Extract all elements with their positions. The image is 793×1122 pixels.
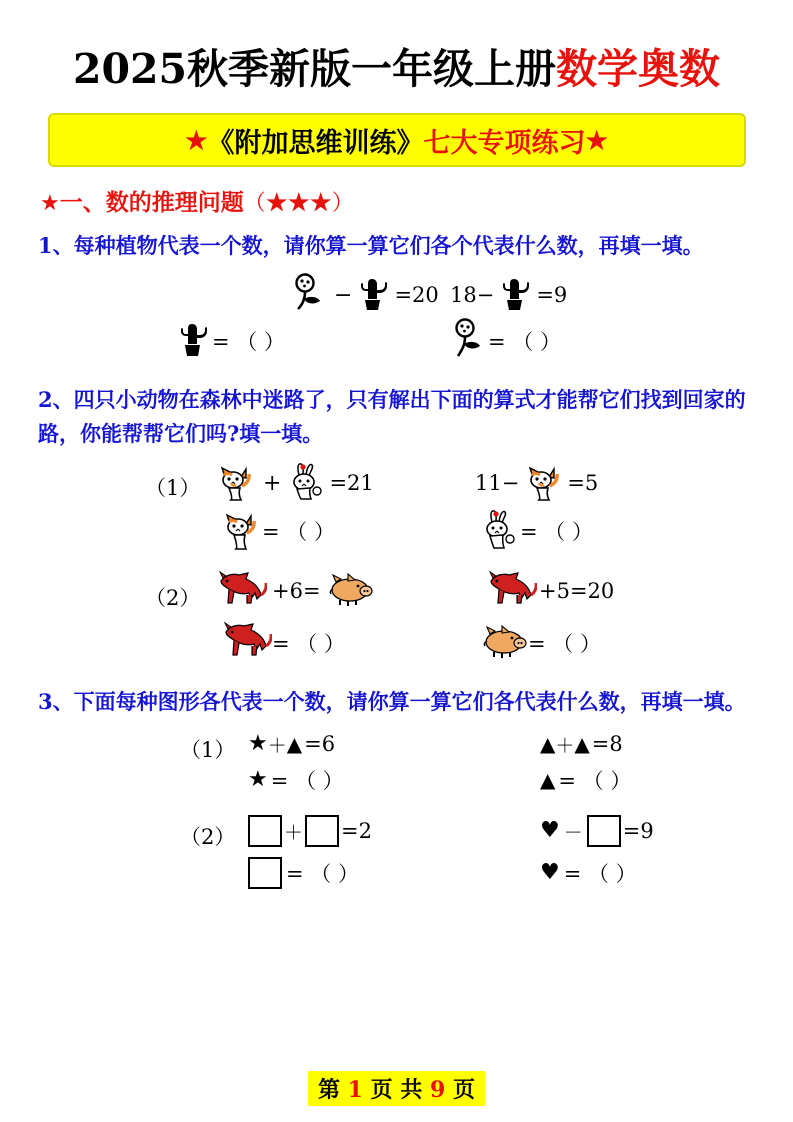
banner-title-red: 七大专项练习 [423,127,586,159]
star-shape-icon: ★ [248,767,268,792]
square-shape-icon [305,815,339,847]
q3-sub2-label: （2） [180,825,236,849]
q3-sub2-eq-right [540,813,654,849]
q3-sub1-right-op: ＋ [555,734,575,757]
q1-row2-right [450,319,561,363]
heart-shape-icon: ♥ [540,818,560,843]
q3-sub2-right-answer: = （ ） [563,862,637,886]
banner-title-black: 《附加思维训练》 [207,127,424,159]
q1-row1-right-result: =9 [536,283,568,307]
q3-sub1-right-answer: = （ ） [558,769,632,793]
horse-icon [485,569,537,614]
q3-sub1-ans-right [540,765,631,795]
question-1-text: 1、每种植物代表一个数，请你算一算它们各个代表什么数，再填一填。 [38,233,704,258]
q1-row1-right [450,273,567,317]
triangle-shape-icon: ▲ [574,732,590,756]
section-heading [40,184,763,217]
q3-sub2-left-answer: = （ ） [286,862,359,886]
footer-current-page: 1 [347,1077,363,1103]
q3-sub1-left-answer: = （ ） [270,769,344,793]
footer-suffix: 页 [452,1077,475,1103]
banner-right-star-icon: ★ [585,125,608,155]
rabbit-icon [287,459,327,508]
square-shape-icon [248,857,282,889]
q3-sub2-ans-left [248,855,359,891]
question-3-equations [30,729,763,897]
q3-sub2-left-result: =2 [341,819,372,843]
q1-row2-left-answer: = （ ） [212,330,285,354]
triangle-shape-icon: ▲ [286,732,303,756]
question-2-text: 2、四只小动物在森林中迷路了，只有解出下面的算式才能帮它们找到回家的路，你能帮帮它们吗?填一填。 [38,387,746,446]
section-difficulty: （★★★） [243,191,354,216]
q3-sub1-eq-left [248,729,335,759]
q2-sub1-row1-left [215,461,374,505]
cat-icon [523,459,565,508]
section-star-icon: ★ [40,191,60,216]
banner-left-star-icon: ★ [185,125,208,155]
page-number-badge [308,1071,485,1106]
q2-sub1-label: （1） [145,476,201,500]
q1-row1-left-result: =20 [394,283,439,307]
pig-icon [326,570,374,613]
square-shape-icon [587,815,621,847]
cactus-icon [500,273,534,318]
footer-total-pages: 9 [430,1077,446,1103]
q3-sub1-left-op: ＋ [267,734,287,757]
q2-sub2-row2-right [480,621,601,665]
q2-sub2-row2-right-answer: = （ ） [528,632,601,656]
q3-sub1-ans-left [248,765,344,795]
q2-sub1-row2-left [220,509,335,553]
subtitle-banner [48,113,746,167]
q2-sub2-row1-right [485,569,614,613]
q1-row2-left [178,319,285,363]
heart-shape-icon: ♥ [540,860,560,885]
horse-icon [215,569,267,614]
horse-icon [220,620,272,667]
q2-sub1-row1-right [475,461,598,505]
section-label: 一、数的推理问题 [59,189,244,216]
page-title-black: 2025秋季新版一年级上册 [72,45,557,93]
q3-sub2-ans-right [540,855,637,891]
q2-sub1-row1-right-result: =5 [567,471,599,495]
q3-sub2-left-plus: ＋ [284,821,304,844]
rabbit-icon [480,506,520,557]
page-title [30,0,763,95]
question-1-equations [30,273,763,371]
question-2-equations [30,461,763,673]
q3-sub2-right-result: =9 [622,819,654,843]
q2-sub1-row1-right-prefix: 11− [475,471,520,495]
q2-sub1-row2-left-answer: = （ ） [262,520,335,544]
square-shape-icon [248,815,282,847]
footer-middle: 页 共 [370,1077,423,1103]
q3-sub1-right-result: =8 [591,732,623,756]
q2-sub2-row2-left [220,621,345,665]
q2-sub2-row2-left-answer: = （ ） [272,632,345,656]
cactus-icon [358,273,392,318]
q1-row1-minus: − [334,282,353,308]
q2-sub2-row1-left-op: +6= [272,579,321,603]
flower-icon [290,273,328,318]
q1-row1-left [290,273,439,317]
cactus-icon [178,318,212,365]
triangle-shape-icon: ▲ [540,732,556,756]
cat-icon [220,506,262,557]
q3-sub2-right-op: － [563,821,583,844]
q1-row1-right-prefix: 18− [450,283,495,307]
triangle-shape-icon: ▲ [540,768,556,792]
cat-icon [215,459,257,508]
q2-sub2-row1-left [215,569,374,613]
flower-icon [450,318,488,365]
q2-sub1-row1-left-result: =21 [329,471,374,495]
star-shape-icon: ★ [248,731,268,756]
page-footer [0,1071,793,1106]
footer-prefix: 第 [317,1077,340,1103]
q3-sub1-eq-right [540,729,623,759]
q2-sub1-plus: + [263,470,282,496]
page-title-red: 数学奥数 [556,45,721,93]
q1-row2-right-answer: = （ ） [488,330,561,354]
q2-sub1-row2-right-answer: = （ ） [520,520,593,544]
pig-icon [480,621,528,666]
q2-sub2-row1-right-result: +5=20 [539,579,615,603]
q3-sub1-left-result: =6 [304,732,336,756]
question-3-text: 3、下面每种图形各代表一个数，请你算一算它们各代表什么数，再填一填。 [38,689,746,714]
q3-sub2-eq-left [248,813,372,849]
q3-sub1-label: （1） [180,738,236,762]
q2-sub1-row2-right [480,509,593,553]
q2-sub2-label: （2） [145,586,201,610]
